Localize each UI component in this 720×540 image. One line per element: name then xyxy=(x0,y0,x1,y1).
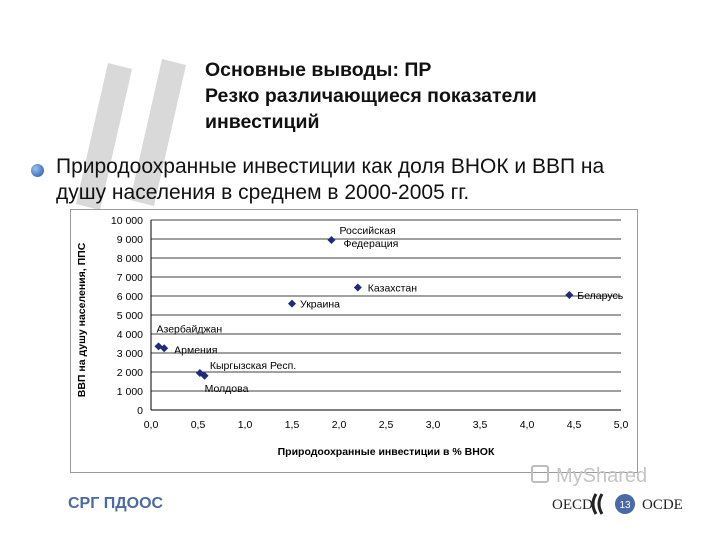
data-point-label: Казахстан xyxy=(367,282,418,295)
bullet-icon xyxy=(31,164,44,177)
watermark-icon xyxy=(532,466,548,482)
ocde-text: OCDE xyxy=(642,497,683,513)
y-tick-label: 8 000 xyxy=(116,253,143,265)
oecd-text: OECD xyxy=(552,497,593,513)
y-tick-labels xyxy=(111,215,143,417)
y-tick-label: 3 000 xyxy=(116,348,143,360)
data-points xyxy=(155,225,624,395)
data-point-label: Молдова xyxy=(204,382,249,395)
x-tick-label: 1,5 xyxy=(284,419,300,431)
data-point-label: Азербайджан xyxy=(156,323,223,336)
watermark-logo xyxy=(530,462,670,490)
slide-title-line-3: инвестиций xyxy=(205,111,320,133)
chart-container xyxy=(70,209,638,473)
data-point-marker xyxy=(327,236,335,244)
y-tick-label: 0 xyxy=(137,405,143,417)
watermark-text: MyShared xyxy=(556,465,648,487)
y-tick-label: 2 000 xyxy=(116,367,143,379)
y-tick-label: 1 000 xyxy=(116,386,143,398)
data-point-label: Беларусь xyxy=(577,290,624,303)
x-axis-label: Природоохранные инвестиции в % ВНОК xyxy=(277,446,495,458)
x-tick-label: 3,5 xyxy=(472,419,488,431)
x-tick-label: 4,0 xyxy=(519,419,535,431)
oecd-logo xyxy=(552,490,692,518)
slide-title-line-2: Резко различающиеся показатели xyxy=(205,85,537,107)
x-tick-label: 5,0 xyxy=(613,419,629,431)
y-tick-label: 4 000 xyxy=(116,329,143,341)
x-tick-label: 2,5 xyxy=(378,419,394,431)
data-point-marker xyxy=(288,300,296,308)
data-point-label: Армения xyxy=(174,344,218,357)
y-tick-label: 7 000 xyxy=(116,272,143,284)
bullet-text-line-2: душу населения в среднем в 2000-2005 гг. xyxy=(56,181,470,204)
bullet-text-line-1: Природоохранные инвестиции как доля ВНОК и ВВП на xyxy=(56,155,605,178)
page-number: 13 xyxy=(619,500,631,511)
data-point-marker xyxy=(354,283,362,291)
oecd-swoosh-icon xyxy=(593,494,596,514)
y-tick-label: 9 000 xyxy=(116,234,143,246)
y-tick-label: 5 000 xyxy=(116,310,143,322)
x-tick-label: 0,0 xyxy=(143,419,159,431)
slide-title-line-1: Основные выводы: ПР xyxy=(205,59,432,81)
data-point-label: Кыргызская Респ. xyxy=(209,359,297,372)
x-tick-label: 1,0 xyxy=(237,419,253,431)
x-tick-label: 3,0 xyxy=(425,419,441,431)
footer-org-label: СРГ ПДООС xyxy=(68,495,164,512)
data-point-label-line-2: Федерация xyxy=(343,237,399,250)
y-axis-label: ВВП на душу населения, ППС xyxy=(76,242,88,398)
bullet-text xyxy=(56,154,706,206)
slide-title xyxy=(205,57,705,135)
data-point-label: Российская xyxy=(339,224,396,237)
y-tick-label: 10 000 xyxy=(110,215,143,227)
x-tick-labels xyxy=(144,419,629,431)
scatter-chart xyxy=(71,210,637,472)
data-point-label: Украина xyxy=(300,298,340,311)
data-point-marker xyxy=(565,291,573,299)
y-tick-label: 6 000 xyxy=(116,291,143,303)
x-tick-label: 0,5 xyxy=(190,419,206,431)
x-tick-label: 2,0 xyxy=(331,419,347,431)
x-tick-label: 4,5 xyxy=(566,419,582,431)
